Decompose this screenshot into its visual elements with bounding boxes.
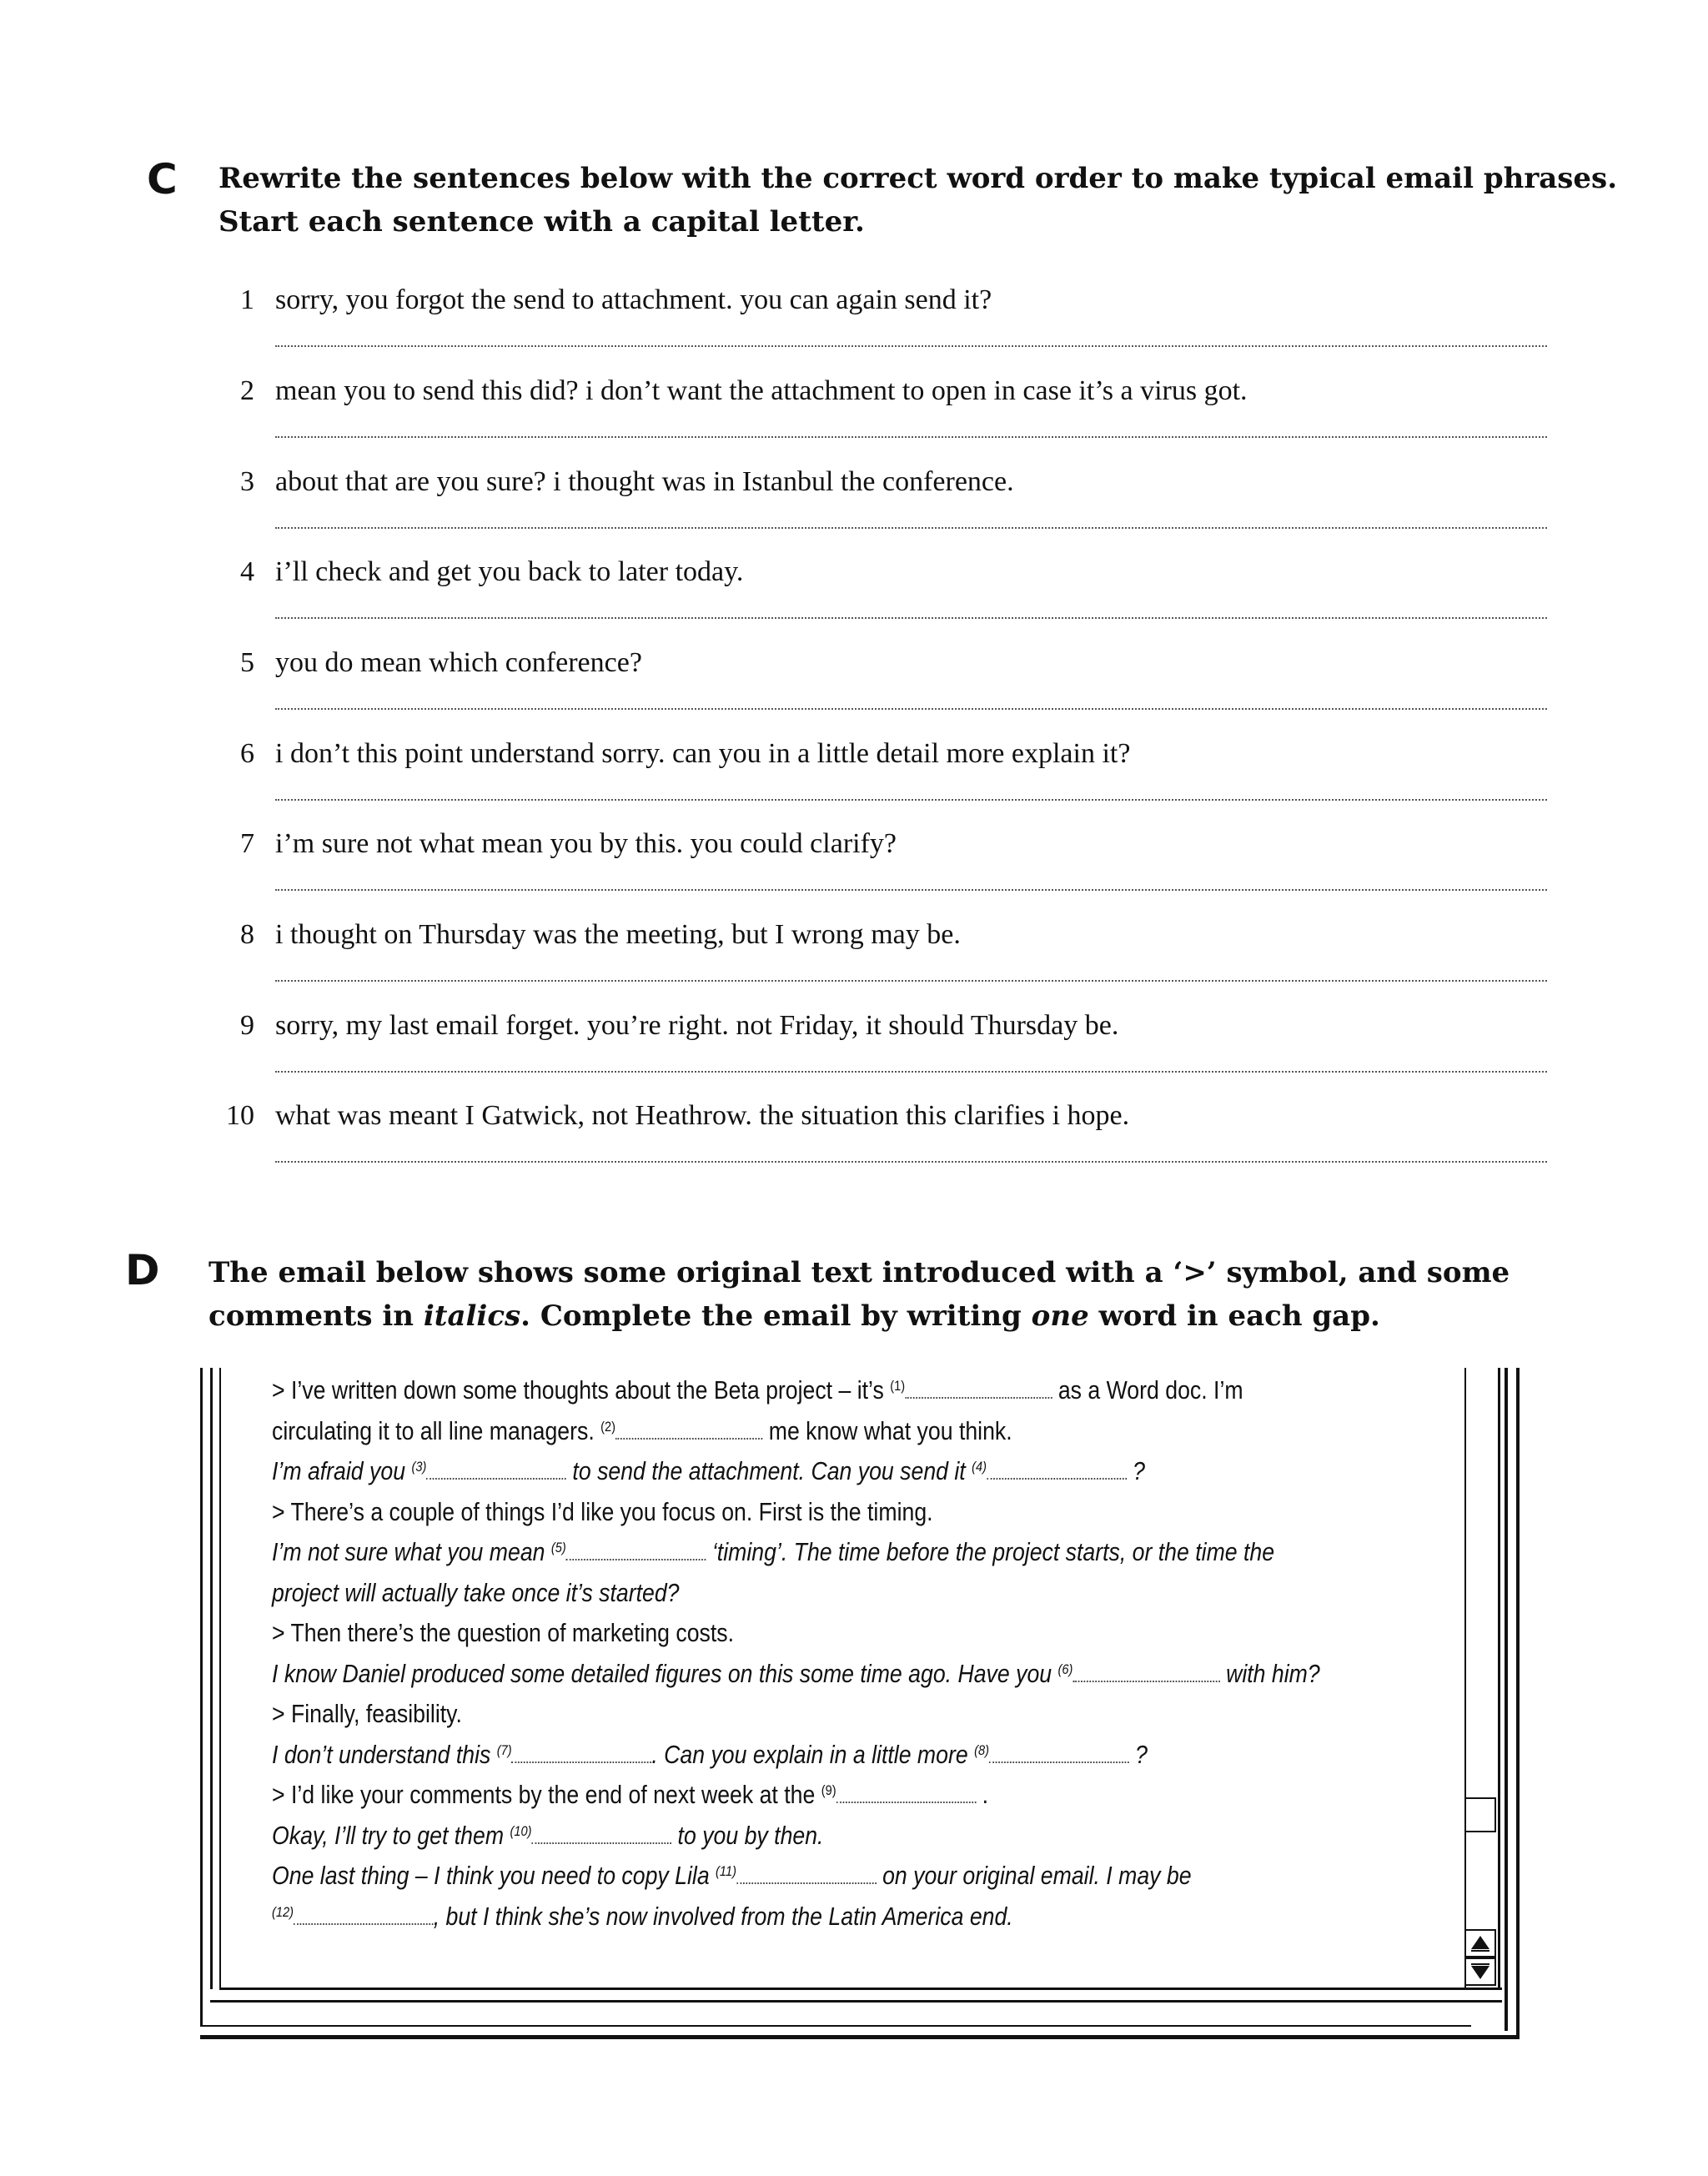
exercise-item-8 (213, 918, 1547, 985)
comment-text: to send the attachment. Can you send it (566, 1456, 972, 1485)
arrow-down-icon (1469, 1962, 1491, 1981)
comment-text: , but I think she’s now involved from the Latin America end. (433, 1901, 1013, 1931)
item-text: i’ll check and get you back to later today. (275, 556, 744, 587)
item-number: 9 (240, 1010, 254, 1041)
instruction-one-word: one (1031, 1299, 1089, 1333)
item-text: i thought on Thursday was the meeting, but I wrong may be. (275, 919, 961, 950)
item-number: 7 (240, 828, 254, 859)
gap-5[interactable] (566, 1540, 706, 1560)
email-line (272, 1370, 1290, 1411)
answer-line-9[interactable] (275, 1071, 1547, 1073)
section-d-instruction (208, 1251, 1510, 1338)
gap-1[interactable] (905, 1379, 1052, 1399)
email-line (272, 1573, 1290, 1614)
quoted-text: > There’s a couple of things I’d like you focus on. First is the timing. (272, 1496, 933, 1526)
comment-text: ‘timing’. The time before the project starts, or the time the (706, 1537, 1275, 1566)
item-number: 3 (240, 466, 254, 497)
email-window-bottom-edge (219, 1988, 1502, 1990)
gap-number: (2) (600, 1418, 616, 1435)
gap-number: (6) (1057, 1661, 1073, 1677)
item-text: about that are you sure? i thought was in Istanbul the conference. (275, 466, 1014, 497)
email-line (272, 1816, 1290, 1857)
comment-text: Okay, I’ll try to get them (272, 1820, 510, 1850)
comment-text: I know Daniel produced some detailed figures on this some time ago. Have you (272, 1658, 1058, 1688)
item-text: sorry, my last email forget. you’re right. not Friday, it should Thursday be. (275, 1010, 1119, 1041)
item-number: 5 (240, 647, 254, 678)
gap-2[interactable] (615, 1420, 762, 1440)
email-line (272, 1856, 1290, 1897)
section-c-letter: C (147, 155, 178, 204)
gap-number: (3) (411, 1459, 427, 1475)
item-text: mean you to send this did? i don’t want the attachment to open in case it’s a virus got. (275, 375, 1248, 406)
item-number: 6 (240, 738, 254, 769)
answer-line-1[interactable] (275, 345, 1547, 347)
scroll-down-button[interactable] (1464, 1957, 1496, 1986)
comment-text: One last thing – I think you need to copy Lila (272, 1861, 716, 1890)
answer-line-7[interactable] (275, 889, 1547, 891)
exercise-item-9 (213, 1009, 1547, 1076)
email-line (272, 1613, 1290, 1654)
answer-line-3[interactable] (275, 527, 1547, 529)
gap-8[interactable] (989, 1743, 1129, 1763)
comment-text: with him? (1219, 1658, 1320, 1688)
gap-number: (8) (974, 1741, 989, 1758)
exercise-item-1 (213, 284, 1547, 350)
gap-7[interactable] (512, 1743, 652, 1763)
gap-9[interactable] (836, 1783, 977, 1803)
email-window-inner-border (210, 1368, 213, 1989)
email-window-bottom-edge (210, 2000, 1502, 2003)
comment-text: I’m afraid you (272, 1456, 412, 1485)
instruction-text: . Complete the email by writing (520, 1299, 1032, 1333)
exercise-item-3 (213, 465, 1547, 532)
answer-line-4[interactable] (275, 617, 1547, 619)
quoted-text: circulating it to all line managers. (272, 1415, 601, 1445)
comment-text: on your original email. I may be (876, 1861, 1192, 1890)
answer-line-5[interactable] (275, 708, 1547, 710)
comment-text: I don’t understand this (272, 1739, 497, 1769)
email-line (272, 1694, 1290, 1735)
answer-line-8[interactable] (275, 980, 1547, 982)
section-c-instruction-line2: Start each sentence with a capital letter. (219, 205, 865, 239)
gap-number: (4) (972, 1459, 987, 1475)
gap-number: (11) (716, 1863, 736, 1879)
quoted-text: me know what you think. (762, 1415, 1012, 1445)
comment-text: I’m not sure what you mean (272, 1537, 551, 1566)
email-line (272, 1451, 1290, 1492)
gap-number: (12) (272, 1903, 294, 1920)
email-line (272, 1654, 1320, 1695)
quoted-text: > I’ve written down some thoughts about the Beta project – it’s (272, 1375, 891, 1405)
section-c-instruction (219, 157, 1617, 244)
exercise-item-4 (213, 555, 1547, 622)
gap-3[interactable] (426, 1460, 566, 1480)
instruction-text: comments in (208, 1299, 424, 1333)
item-number: 1 (240, 284, 254, 315)
email-window-bottom-edge (200, 2025, 1471, 2027)
section-c-instruction-line1: Rewrite the sentences below with the correct word order to make typical email phrases. (219, 162, 1618, 195)
exercise-item-7 (213, 827, 1547, 894)
comment-text: . Can you explain in a little more (651, 1739, 975, 1769)
exercise-item-5 (213, 646, 1547, 713)
item-text: what was meant I Gatwick, not Heathrow. the situation this clarifies i hope. (275, 1100, 1130, 1131)
gap-4[interactable] (987, 1460, 1127, 1480)
email-line (272, 1897, 1290, 1937)
item-text: you do mean which conference? (275, 647, 642, 678)
comment-text: ? (1128, 1739, 1148, 1769)
quoted-text: as a Word doc. I’m (1052, 1375, 1243, 1405)
item-number: 2 (240, 375, 254, 406)
section-d-letter: D (125, 1246, 160, 1294)
email-line (272, 1532, 1290, 1573)
exercise-item-2 (213, 374, 1547, 441)
quoted-text: . (976, 1780, 989, 1809)
gap-number: (1) (890, 1378, 906, 1394)
scrollbar-thumb[interactable] (1464, 1797, 1496, 1832)
section-d-instruction-line1: The email below shows some original text introduced with a ‘>’ symbol, and some (208, 1256, 1510, 1289)
item-text: sorry, you forgot the send to attachment. you can again send it? (275, 284, 992, 315)
scroll-up-button[interactable] (1464, 1929, 1496, 1957)
item-text: i don’t this point understand sorry. can you in a little detail more explain it? (275, 738, 1131, 769)
comment-text: project will actually take once it’s started? (272, 1577, 680, 1607)
instruction-italics-word: italics (423, 1299, 521, 1333)
item-number: 4 (240, 556, 254, 587)
instruction-text: word in each gap. (1088, 1299, 1380, 1333)
exercise-item-6 (213, 737, 1547, 804)
gap-10[interactable] (531, 1824, 671, 1844)
email-body (272, 1370, 1320, 1937)
scrollbar-track[interactable] (1464, 1368, 1500, 1989)
email-line (272, 1735, 1290, 1776)
gap-number: (7) (496, 1741, 512, 1758)
email-window-inner-border (219, 1368, 221, 1989)
email-line (272, 1411, 1290, 1452)
gap-number: (10) (510, 1822, 532, 1839)
item-number: 8 (240, 919, 254, 950)
email-line (272, 1492, 1290, 1533)
gap-number: (5) (550, 1540, 566, 1555)
gap-number: (9) (821, 1782, 836, 1798)
gap-12[interactable] (294, 1905, 434, 1925)
item-number: 10 (226, 1100, 254, 1131)
item-text: i’m sure not what mean you by this. you could clarify? (275, 828, 897, 859)
quoted-text: > Finally, feasibility. (272, 1699, 462, 1728)
quoted-text: > I’d like your comments by the end of next week at the (272, 1780, 821, 1809)
exercise-item-10 (213, 1099, 1547, 1166)
quoted-text: > Then there’s the question of marketing costs. (272, 1618, 735, 1647)
comment-text: ? (1126, 1456, 1145, 1485)
answer-line-6[interactable] (275, 799, 1547, 801)
comment-text: to you by then. (671, 1820, 824, 1850)
email-line (272, 1775, 1290, 1816)
section-d-instruction-line2 (208, 1294, 1510, 1338)
gap-11[interactable] (736, 1864, 877, 1884)
answer-line-2[interactable] (275, 436, 1547, 438)
email-window-outer-edge (1505, 1368, 1508, 2031)
gap-6[interactable] (1073, 1662, 1219, 1682)
arrow-up-icon (1469, 1934, 1491, 1952)
answer-line-10[interactable] (275, 1161, 1547, 1163)
